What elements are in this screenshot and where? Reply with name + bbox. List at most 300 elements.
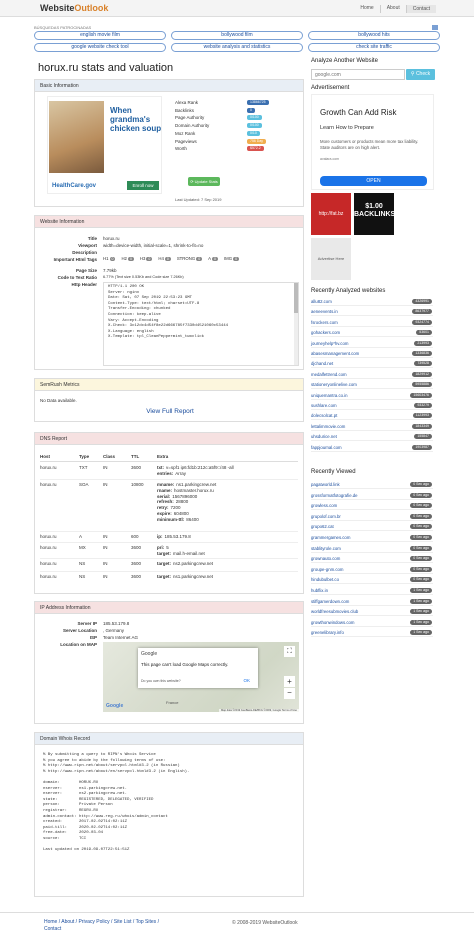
dns-extra-value: 86400 bbox=[186, 516, 199, 522]
dns-extra-key: pri: bbox=[157, 545, 165, 550]
sponsored-label: BÚSQUEDAS PATROCINADAS bbox=[34, 25, 92, 30]
dns-extra-value: mail.h-email.net bbox=[173, 550, 205, 556]
server-ip-value: 185.53.179.8 bbox=[103, 621, 130, 626]
whois-line: % By submitting a query to RIPN's Whois Service bbox=[43, 753, 156, 757]
whois-line: % you agree to abide by the following terms of use: bbox=[43, 758, 166, 763]
recent-viewed-time: 1 Sec ago bbox=[410, 620, 432, 625]
dns-row-divider bbox=[40, 479, 298, 480]
footer-copyright: © 2008-2019 WebsiteOutlook bbox=[232, 920, 298, 926]
dns-cell-class: IN bbox=[103, 465, 108, 470]
html-tags-list bbox=[103, 256, 239, 261]
recent-analyzed-site: sushlare.com bbox=[311, 403, 337, 408]
recent-analyzed-count: 9324774 bbox=[412, 320, 432, 325]
dns-cell-host: horux.ru bbox=[40, 574, 57, 579]
advertisement-title: Advertisement bbox=[311, 85, 350, 91]
ad-brand: HealthCare.gov bbox=[52, 183, 97, 189]
dns-column-header: Type bbox=[79, 454, 90, 459]
http-header-line: Connection: keep-alive bbox=[108, 312, 161, 317]
dns-column-header: Extra bbox=[157, 454, 169, 459]
sidebar-ad-open-button[interactable]: OPEN bbox=[320, 176, 427, 186]
sponsored-link-1[interactable]: english movie film bbox=[34, 31, 166, 40]
recent-viewed-site: grossformatfotografie.de bbox=[311, 492, 358, 498]
nav-links bbox=[354, 5, 436, 13]
dns-cell-class: IN bbox=[103, 561, 108, 566]
html-tags-label: Important Html Tags bbox=[53, 257, 97, 262]
semrush-panel bbox=[34, 378, 304, 422]
recent-analyzed-count: 213993 bbox=[414, 341, 432, 346]
recent-analyzed-count: 1123993 bbox=[413, 413, 432, 418]
whois-line: source: TCI bbox=[43, 836, 87, 841]
stat-label: Backlinks bbox=[175, 107, 195, 113]
recent-viewed-item[interactable] bbox=[311, 566, 433, 574]
dns-extra-value: 28800 bbox=[175, 499, 189, 505]
dns-cell-host: horux.ru bbox=[40, 561, 57, 566]
recent-viewed-time: 0 Sec ago bbox=[410, 514, 432, 519]
semrush-header: SemRush Metrics bbox=[35, 379, 303, 391]
http-header-line: Server: nginx bbox=[108, 290, 140, 295]
whois-line: free-date: 2020-03-04 bbox=[43, 831, 104, 836]
dns-extra-value: ns2.parkingcrew.net bbox=[173, 561, 214, 566]
recent-analyzed-site: uniquemantra.co.in bbox=[311, 392, 348, 398]
recent-viewed-item[interactable] bbox=[311, 545, 433, 553]
recent-viewed-item[interactable] bbox=[311, 502, 433, 510]
dns-column-header: TTL bbox=[131, 454, 140, 459]
recent-analyzed-item[interactable] bbox=[311, 360, 433, 368]
dns-extra-key: target: bbox=[157, 574, 172, 579]
dns-extra-line bbox=[157, 505, 181, 510]
dns-extra-line bbox=[157, 551, 205, 556]
map-error-dialog bbox=[138, 648, 258, 688]
recent-viewed-title: Recently Viewed bbox=[311, 469, 356, 475]
recent-analyzed-site: stationeryonlinelive.com bbox=[311, 382, 357, 388]
dns-extra-key: entries: bbox=[157, 470, 174, 476]
dns-extra-key: target: bbox=[157, 550, 172, 556]
html-tag-item bbox=[208, 256, 218, 261]
html-tag-item bbox=[121, 256, 133, 261]
last-updated: Last Updated: 7 Sep 2019 bbox=[175, 197, 222, 202]
dns-cell-host: horux.ru bbox=[40, 465, 57, 470]
html-tag-count: 0 bbox=[198, 256, 201, 261]
recent-analyzed-site: fappjournal.com bbox=[311, 444, 342, 450]
sponsored-link-6[interactable]: check site traffic bbox=[308, 43, 440, 52]
recent-viewed-time: 0 Sec ago bbox=[410, 567, 432, 572]
map-dialog-ok-button[interactable]: OK bbox=[243, 678, 250, 683]
recent-analyzed-site: djchand.net bbox=[311, 361, 334, 367]
html-tag-name: H2 bbox=[121, 256, 127, 261]
site-logo[interactable] bbox=[40, 3, 108, 13]
recent-analyzed-site: aeneevents.in bbox=[311, 309, 338, 315]
recent-analyzed-count: 1336836 bbox=[412, 351, 432, 356]
whois-panel bbox=[34, 732, 304, 897]
analyze-title: Analyze Another Website bbox=[311, 58, 378, 64]
website-info-header: Website Information bbox=[35, 216, 303, 228]
nav-contact-link[interactable]: Contact bbox=[406, 5, 436, 13]
stat-badge: 756 Day bbox=[247, 139, 266, 144]
basic-info-header: Basic Information bbox=[35, 80, 303, 92]
location-map[interactable] bbox=[103, 642, 299, 712]
dns-extra-line bbox=[157, 488, 214, 493]
sponsored-link-2[interactable]: bollywood film bbox=[171, 31, 303, 40]
http-header-line: Date: Sat, 07 Sep 2019 22:53:23 GMT bbox=[108, 296, 193, 301]
page-size-label: Page Size bbox=[75, 268, 97, 273]
recent-viewed-time: 0 Sec ago bbox=[410, 482, 432, 487]
recent-viewed-site: growless.com bbox=[311, 503, 338, 509]
dns-extra-key: mname: bbox=[157, 482, 175, 487]
http-header-line: X-Language: english bbox=[108, 329, 154, 334]
html-tag-item bbox=[103, 256, 115, 261]
recent-viewed-site: greenelibrary.info bbox=[311, 630, 344, 636]
whois-line: registrar: REGRU-RU bbox=[43, 808, 99, 813]
recent-viewed-time: 1 Sec ago bbox=[410, 599, 432, 604]
footer-links[interactable]: Home / About / Privacy Policy / Site List / Top Sites / Contact bbox=[44, 919, 159, 932]
search-icon: ⚲ bbox=[410, 71, 416, 77]
refresh-icon: ⟳ bbox=[190, 179, 195, 184]
dns-extra-value: 7200 bbox=[170, 505, 181, 511]
sponsored-link-4[interactable]: google website check tool bbox=[34, 43, 166, 52]
logo-text-b: Outlook bbox=[74, 3, 109, 13]
dns-extra-line bbox=[157, 471, 186, 476]
title-label: Title bbox=[87, 236, 97, 241]
dns-row-divider bbox=[40, 542, 298, 543]
recent-viewed-time: 0 Sec ago bbox=[410, 524, 432, 529]
recent-viewed-time: 0 Sec ago bbox=[410, 535, 432, 540]
dns-extra-line bbox=[157, 511, 189, 516]
http-header-label: Http Header bbox=[71, 282, 97, 287]
dns-report-panel bbox=[34, 432, 304, 594]
footer bbox=[0, 912, 474, 936]
recent-viewed-site: grownauto.com bbox=[311, 556, 341, 562]
dns-extra-value: 185.53.179.8 bbox=[164, 534, 191, 539]
analyze-input[interactable] bbox=[311, 69, 405, 80]
map-france-label: France bbox=[166, 700, 179, 705]
recent-analyzed-count: 8637977 bbox=[412, 309, 432, 314]
dns-extra-line bbox=[157, 517, 199, 522]
ip-info-panel bbox=[34, 601, 304, 724]
recent-analyzed-count: 15603476 bbox=[410, 393, 432, 398]
dns-extra-value: hostmaster.horux.ru bbox=[174, 487, 214, 493]
ad-tile-advertise-here[interactable]: Advertise Here bbox=[311, 238, 351, 280]
dns-cell-type: A bbox=[79, 534, 83, 539]
html-tag-item bbox=[158, 256, 170, 261]
http-header-text bbox=[108, 285, 294, 341]
map-zoom-out-icon[interactable]: − bbox=[284, 688, 295, 699]
ratio-value: 6.77% (Text size 0.53Kb and Code size 7.26Kb) bbox=[103, 275, 184, 279]
update-stats-label: Update Stats bbox=[194, 179, 218, 184]
recent-analyzed-count: 4326991 bbox=[412, 299, 432, 304]
view-full-report-link[interactable]: View Full Report bbox=[146, 408, 194, 415]
whois-line: created: 2017-02-02T14:02:11Z bbox=[43, 820, 128, 825]
recent-viewed-item[interactable] bbox=[311, 576, 433, 584]
whois-line: state: REGISTERED, DELEGATED, VERIFIED bbox=[43, 797, 154, 802]
html-tag-name: A bbox=[208, 256, 212, 261]
dns-extra-line bbox=[157, 499, 188, 504]
dns-cell-class: IN bbox=[103, 534, 108, 539]
nav-about-link[interactable]: About bbox=[380, 5, 406, 13]
dns-extra-value: 604800 bbox=[173, 511, 189, 516]
html-tag-name: IMG bbox=[223, 256, 233, 261]
stat-label: Moz Rank bbox=[175, 130, 196, 136]
recent-viewed-site: pagatworld.link bbox=[311, 482, 340, 487]
recent-viewed-site: stablityrole.com bbox=[311, 545, 341, 551]
html-tag-count: 0 bbox=[235, 256, 238, 261]
whois-line: nserver: ns2.parkingcrew.net. bbox=[43, 792, 128, 797]
recent-viewed-site: grupo62.cat bbox=[311, 524, 334, 530]
dns-cell-host: horux.ru bbox=[40, 534, 57, 539]
map-zoom-in-icon[interactable]: + bbox=[284, 676, 295, 687]
whois-line: % http://www.ripn.net/about/servpol.html#3.2 (in Russian) bbox=[43, 764, 180, 769]
viewport-label: Viewport bbox=[78, 243, 97, 248]
html-tag-name: H3 bbox=[139, 256, 146, 261]
map-fullscreen-icon[interactable]: ⛶ bbox=[284, 646, 295, 657]
stat-badge: 0/10 bbox=[247, 131, 260, 136]
html-tag-item bbox=[140, 256, 152, 261]
stat-badge: 13866725 bbox=[247, 100, 269, 105]
recent-viewed-item[interactable] bbox=[311, 534, 433, 542]
dns-extra-key: retry: bbox=[157, 505, 169, 511]
viewport-value: width=device-width, initial-scale=1, shrink-to-fit=no bbox=[103, 243, 204, 248]
recent-viewed-time: 1 Sec ago bbox=[410, 609, 432, 614]
recent-analyzed-count: 933279 bbox=[414, 403, 432, 408]
stat-label: Domain Authority bbox=[175, 123, 210, 129]
recent-analyzed-item[interactable] bbox=[311, 298, 433, 306]
html-tag-count: 0 bbox=[111, 256, 114, 261]
dns-column-header: Host bbox=[40, 454, 50, 459]
isp-label: ISP bbox=[89, 635, 97, 640]
map-label: Location on MAP bbox=[60, 642, 97, 647]
http-header-box[interactable] bbox=[103, 282, 299, 366]
dns-cell-ttl: 3600 bbox=[131, 574, 142, 579]
recent-viewed-site: groupe-gnm.com bbox=[311, 566, 344, 572]
whois-line: paid-till: 2020-02-02T14:02:11Z bbox=[43, 825, 128, 830]
isp-value: Team Internet AG bbox=[103, 635, 139, 640]
dns-extra-value: ns1.parkingcrew.net bbox=[176, 482, 217, 487]
dns-row-divider bbox=[40, 531, 298, 532]
html-tag-count: 0 bbox=[214, 256, 216, 261]
server-location-label: Server Location bbox=[62, 628, 97, 633]
recent-viewed-time: 1 Sec ago bbox=[410, 630, 432, 635]
html-tag-name: H4 bbox=[158, 256, 164, 261]
whois-line: % http://www.ripn.net/about/en/servpol.html#3.2 (in English). bbox=[43, 769, 190, 774]
recent-analyzed-item[interactable] bbox=[311, 423, 433, 431]
dns-report-header: DNS Report bbox=[35, 433, 303, 445]
dns-cell-host: horux.ru bbox=[40, 482, 57, 487]
recent-analyzed-item[interactable] bbox=[311, 444, 433, 452]
stat-label: Pageviews bbox=[175, 138, 197, 144]
recent-viewed-site: grammergames.com bbox=[311, 535, 351, 540]
whois-text bbox=[43, 753, 189, 854]
map-dialog-title: Google bbox=[141, 651, 158, 657]
whois-line: admin-contact: http://www.reg.ru/whois/admin_contact bbox=[43, 814, 168, 819]
dns-extra-value: v=spf1 ip6:fd1b:212c:a5f9::/48 -all bbox=[166, 465, 234, 470]
html-tag-name: STRONG bbox=[176, 256, 196, 261]
recent-viewed-item[interactable] bbox=[311, 587, 433, 595]
stat-badge: $572.2 bbox=[247, 146, 264, 151]
sponsored-link-3[interactable]: bollywood hits bbox=[308, 31, 440, 40]
dns-extra-key: minimum-ttl: bbox=[157, 516, 185, 522]
dns-extra-line bbox=[157, 545, 169, 550]
dns-cell-class: IN bbox=[103, 545, 108, 550]
stat-label: Worth bbox=[175, 146, 187, 152]
dns-cell-type: TXT bbox=[79, 465, 88, 470]
recent-analyzed-item[interactable] bbox=[311, 350, 433, 358]
recent-viewed-item[interactable] bbox=[311, 619, 433, 627]
recent-analyzed-item[interactable] bbox=[311, 402, 433, 410]
dns-extra-line bbox=[157, 494, 197, 499]
map-google-logo: Google bbox=[106, 703, 124, 709]
dns-cell-ttl: 600 bbox=[131, 534, 139, 539]
dns-cell-ttl: 10800 bbox=[131, 482, 144, 487]
http-header-line: HTTP/1.1 200 OK bbox=[108, 285, 145, 289]
recent-analyzed-title: Recently Analyzed websites bbox=[311, 288, 386, 294]
recent-analyzed-site: lettalimmovie.com bbox=[311, 423, 346, 429]
whois-header: Domain Whois Record bbox=[35, 733, 303, 745]
recent-analyzed-count: 1829912 bbox=[412, 372, 432, 377]
sidebar-ad-text: More customers or products mean more tax liability. State auditors are on high alert. bbox=[320, 139, 419, 150]
recent-viewed-time: 0 Sec ago bbox=[410, 503, 432, 508]
recent-viewed-item[interactable] bbox=[311, 608, 433, 616]
recent-analyzed-count: 53601 bbox=[416, 330, 432, 335]
http-header-line: Content-Type: text/html; charset=UTF-8 bbox=[108, 301, 200, 306]
recent-analyzed-item[interactable] bbox=[311, 308, 433, 316]
ad-tile-fatbz[interactable]: http://fat.bz bbox=[311, 193, 351, 235]
dns-extra-key: txt: bbox=[157, 465, 164, 470]
http-header-line: Transfer-Encoding: chunked bbox=[108, 307, 171, 312]
top-navbar bbox=[0, 0, 474, 17]
dns-column-header: Class bbox=[103, 454, 116, 459]
recent-analyzed-site: journeyhelp*hv.com bbox=[311, 340, 349, 346]
dns-extra-value: ns1.parkingcrew.net bbox=[173, 574, 214, 579]
stat-badge: 0/100 bbox=[247, 115, 262, 120]
html-tag-count: 0 bbox=[148, 256, 151, 261]
dns-extra-key: refresh: bbox=[157, 499, 174, 505]
stat-label: Alexa Rank bbox=[175, 100, 199, 105]
update-stats-button[interactable] bbox=[188, 177, 220, 186]
sidebar-ad-headline: Growth Can Add Risk bbox=[320, 108, 397, 117]
page-size-value: 7.79kb bbox=[103, 268, 117, 273]
recent-analyzed-site: abasesmanagement.com bbox=[311, 351, 360, 356]
sidebar-ad-sub: Learn How to Prepare bbox=[320, 125, 374, 131]
recent-viewed-site: hubflix.in bbox=[311, 588, 328, 593]
sidebar-ad[interactable] bbox=[311, 94, 434, 190]
dns-row-divider bbox=[40, 558, 298, 559]
recent-analyzed-site: allu82.com bbox=[311, 299, 332, 304]
ratio-label: Code to Text Ratio bbox=[57, 275, 97, 280]
recent-analyzed-count: 739528 bbox=[414, 361, 432, 366]
stat-badge: 0/100 bbox=[247, 123, 262, 128]
dns-extra-line bbox=[157, 465, 234, 470]
recent-analyzed-item[interactable] bbox=[311, 433, 433, 441]
adchoices-icon[interactable] bbox=[432, 25, 438, 30]
dns-extra-key: target: bbox=[157, 561, 172, 566]
recent-viewed-item[interactable] bbox=[311, 598, 433, 606]
dns-cell-type: SOA bbox=[79, 482, 89, 487]
dns-extra-key: rname: bbox=[157, 487, 173, 493]
dns-extra-line bbox=[157, 534, 191, 539]
recent-analyzed-item[interactable] bbox=[311, 340, 433, 348]
ip-info-header: IP Address Information bbox=[35, 602, 303, 614]
recent-viewed-site: hindubulbet.co bbox=[311, 577, 339, 583]
dns-cell-host: horux.ru bbox=[40, 545, 57, 550]
recent-analyzed-site: fsrockers.com bbox=[311, 319, 338, 325]
http-header-line: X-Template: tpl_CleanPeppermint_twoclick bbox=[108, 335, 205, 340]
page-title: horux.ru stats and valuation bbox=[38, 62, 174, 74]
dns-extra-line bbox=[157, 561, 213, 566]
recent-viewed-item[interactable] bbox=[311, 629, 433, 637]
map-dialog-message: This page can't load Google Maps correctly. bbox=[141, 662, 229, 667]
basic-ad[interactable] bbox=[47, 96, 162, 194]
ad-enroll-button[interactable]: Enroll now bbox=[127, 181, 159, 190]
http-header-line: X-Check: 3c12dc4d54f8e22d666785f7330d4521060c53444 bbox=[108, 324, 229, 329]
whois-line: domain: HORUX.RU bbox=[43, 780, 99, 785]
dns-cell-type: MX bbox=[79, 545, 86, 550]
recent-viewed-item[interactable] bbox=[311, 555, 433, 563]
dns-extra-value: 1567896000 bbox=[172, 493, 198, 499]
recent-analyzed-item[interactable] bbox=[311, 319, 433, 327]
recent-analyzed-item[interactable] bbox=[311, 381, 433, 389]
ad-tile-backlinks[interactable]: $1.00 BACKLINKS bbox=[354, 193, 394, 235]
recent-analyzed-site: dolecsolcat.pt bbox=[311, 413, 338, 419]
dns-cell-ttl: 3600 bbox=[131, 465, 142, 470]
ad-headline: When grandma's chicken soup bbox=[110, 106, 162, 133]
html-tag-count: 0 bbox=[129, 256, 132, 261]
dns-extra-key: expire: bbox=[157, 511, 172, 516]
dns-extra-line bbox=[157, 574, 213, 579]
recent-viewed-time: 1 Sec ago bbox=[410, 588, 432, 593]
dns-cell-ttl: 3600 bbox=[131, 561, 142, 566]
recent-analyzed-item[interactable] bbox=[311, 329, 433, 337]
recent-viewed-site: worldfreesubmovies.club bbox=[311, 609, 359, 615]
recent-viewed-item[interactable] bbox=[311, 492, 433, 500]
html-tag-item bbox=[224, 256, 239, 261]
recent-viewed-item[interactable] bbox=[311, 523, 433, 531]
recent-analyzed-site: uhsdurice.net bbox=[311, 434, 337, 440]
recent-analyzed-site: gohackers.com bbox=[311, 330, 341, 336]
ad-photo bbox=[49, 101, 104, 173]
map-footer-text: Map data ©2019 GeoBasis-DE/BKG ©2009, Google Terms of Use bbox=[220, 709, 297, 712]
check-button[interactable] bbox=[406, 69, 435, 80]
http-scrollbar[interactable] bbox=[294, 283, 298, 366]
recent-viewed-time: 0 Sec ago bbox=[410, 546, 432, 551]
recent-analyzed-item[interactable] bbox=[311, 392, 433, 400]
dns-cell-class: IN bbox=[103, 574, 108, 579]
stat-label: Page Authority bbox=[175, 115, 205, 121]
dns-extra-line bbox=[157, 482, 216, 487]
nav-home-link[interactable]: Home bbox=[360, 5, 374, 11]
recent-viewed-item[interactable] bbox=[311, 481, 433, 489]
recent-analyzed-site: medalfettrend.com bbox=[311, 371, 347, 377]
recent-analyzed-item[interactable] bbox=[311, 412, 433, 420]
html-tag-count: 0 bbox=[166, 256, 169, 261]
semrush-no-data: No Data available. bbox=[40, 398, 77, 403]
recent-analyzed-item[interactable] bbox=[311, 371, 433, 379]
sponsored-link-5[interactable]: website analysis and statistics bbox=[171, 43, 303, 52]
whois-line: nserver: ns1.parkingcrew.net. bbox=[43, 786, 128, 791]
sidebar-ad-domain: avalara.com bbox=[320, 157, 340, 161]
recent-viewed-time: 0 Sec ago bbox=[410, 493, 432, 498]
stat-badge: 0 bbox=[247, 108, 255, 113]
dns-extra-key: serial: bbox=[157, 493, 171, 499]
dns-cell-type: NS bbox=[79, 574, 86, 579]
recent-viewed-site: growthonwindows.com bbox=[311, 619, 355, 625]
recent-viewed-item[interactable] bbox=[311, 513, 433, 521]
recent-viewed-site: grupolof.com.br bbox=[311, 513, 341, 519]
dns-header-divider bbox=[40, 461, 298, 462]
recent-viewed-time: 0 Sec ago bbox=[410, 556, 432, 561]
dns-cell-ttl: 3600 bbox=[131, 545, 142, 550]
title-value: horux.ru bbox=[103, 236, 120, 241]
recent-viewed-time: 0 Sec ago bbox=[410, 577, 432, 582]
dns-extra-value: Array bbox=[175, 470, 187, 476]
